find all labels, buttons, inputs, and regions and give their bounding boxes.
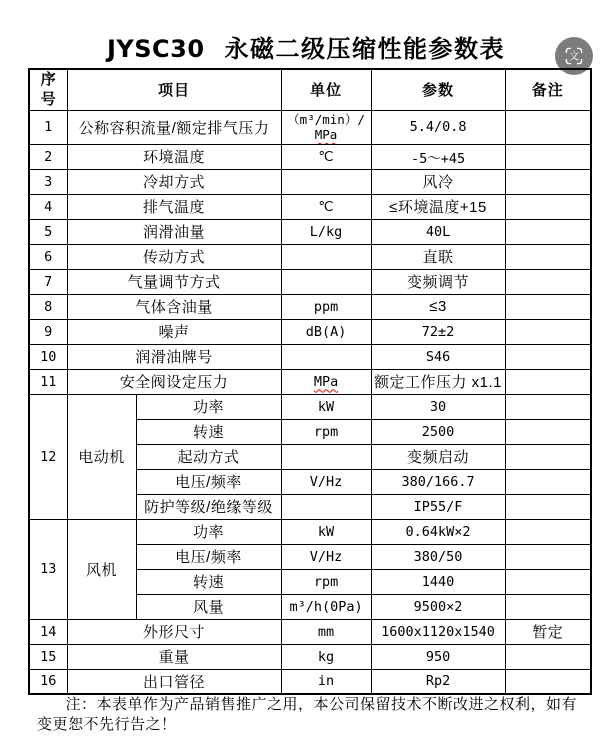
cell-unit	[281, 169, 371, 194]
cell-unit: dB(A)	[281, 319, 371, 344]
cell-unit: rpm	[281, 569, 371, 594]
cell-item: 出口管径	[67, 669, 281, 694]
cell-item: 重量	[67, 644, 281, 669]
table-row	[29, 294, 591, 319]
cell-item: 冷却方式	[67, 169, 281, 194]
cell-unit: V/Hz	[281, 469, 371, 494]
cell-remark	[505, 244, 591, 269]
header-no: 序号	[29, 69, 67, 110]
cell-item: 起动方式	[136, 444, 281, 469]
table-row	[29, 644, 591, 669]
cell-item: 公称容积流量/额定排气压力	[67, 110, 281, 144]
cell-unit: kg	[281, 644, 371, 669]
cell-remark	[505, 594, 591, 619]
cell-item: 转速	[136, 569, 281, 594]
cell-group-motor: 电动机	[67, 394, 136, 519]
footer-note-line1: 注：本表单作为产品销售推广之用，本公司保留技术不断改进之权利，如有	[65, 696, 578, 713]
cell-group-fan: 风机	[67, 519, 136, 619]
table-row	[29, 344, 591, 369]
cell-no: 13	[29, 519, 67, 619]
cell-unit: mm	[281, 619, 371, 644]
table-row	[29, 244, 591, 269]
footer-note	[37, 695, 582, 735]
cell-param: 变频调节	[371, 269, 505, 294]
cell-item: 传动方式	[67, 244, 281, 269]
cell-unit: ℃	[281, 194, 371, 219]
cell-unit	[281, 494, 371, 519]
cell-item: 防护等级/绝缘等级	[136, 494, 281, 519]
cell-no: 15	[29, 644, 67, 669]
cell-unit: ℃	[281, 144, 371, 169]
table-row	[29, 169, 591, 194]
cell-item: 润滑油量	[67, 219, 281, 244]
cell-no: 8	[29, 294, 67, 319]
cell-remark	[505, 569, 591, 594]
cell-remark	[505, 644, 591, 669]
cell-item: 电压/频率	[136, 469, 281, 494]
cell-unit: in	[281, 669, 371, 694]
cell-unit: kW	[281, 519, 371, 544]
cell-unit	[281, 444, 371, 469]
cell-no: 16	[29, 669, 67, 694]
cell-item: 功率	[136, 519, 281, 544]
cell-remark	[505, 219, 591, 244]
table-row	[29, 219, 591, 244]
cell-remark	[505, 469, 591, 494]
cell-param: 72±2	[371, 319, 505, 344]
table-row	[29, 194, 591, 219]
cell-item: 排气温度	[67, 194, 281, 219]
table-row	[29, 269, 591, 294]
cell-param: 1440	[371, 569, 505, 594]
cell-param: 5.4/0.8	[371, 110, 505, 144]
cell-param: 额定工作压力 x1.1	[371, 369, 505, 394]
cell-no: 10	[29, 344, 67, 369]
cell-param: 30	[371, 394, 505, 419]
cell-remark	[505, 669, 591, 694]
cell-item: 噪声	[67, 319, 281, 344]
cell-remark	[505, 544, 591, 569]
cell-remark	[505, 419, 591, 444]
cell-param: 40L	[371, 219, 505, 244]
cell-no: 9	[29, 319, 67, 344]
cell-no: 12	[29, 394, 67, 519]
cell-unit: rpm	[281, 419, 371, 444]
cell-remark	[505, 494, 591, 519]
cell-no: 14	[29, 619, 67, 644]
header-remark: 备注	[505, 69, 591, 110]
spec-table	[28, 68, 592, 695]
cell-item: 安全阀设定压力	[67, 369, 281, 394]
cell-param: ≤3	[371, 294, 505, 319]
cell-unit	[281, 344, 371, 369]
header-item: 项目	[67, 69, 281, 110]
cell-unit: MPa	[281, 369, 371, 394]
svg-text:文: 文	[568, 51, 580, 63]
cell-remark	[505, 169, 591, 194]
cell-item: 功率	[136, 394, 281, 419]
header-param: 参数	[371, 69, 505, 110]
table-row	[29, 144, 591, 169]
table-row	[29, 319, 591, 344]
cell-no: 4	[29, 194, 67, 219]
table-row	[29, 619, 591, 644]
cell-param: 直联	[371, 244, 505, 269]
table-row	[29, 110, 591, 144]
cell-item: 润滑油牌号	[67, 344, 281, 369]
cell-remark	[505, 519, 591, 544]
cell-no: 5	[29, 219, 67, 244]
cell-param: 950	[371, 644, 505, 669]
page-title	[0, 29, 612, 64]
cell-remark	[505, 194, 591, 219]
page-title-text: 永磁二级压缩性能参数表	[224, 37, 506, 63]
cell-remark	[505, 110, 591, 144]
cell-param: -5～+45	[371, 144, 505, 169]
cell-remark	[505, 344, 591, 369]
cell-no: 6	[29, 244, 67, 269]
cell-param: 380/50	[371, 544, 505, 569]
cell-param: 0.64kW×2	[371, 519, 505, 544]
cell-param: 380/166.7	[371, 469, 505, 494]
table-row	[29, 519, 591, 544]
header-unit: 单位	[281, 69, 371, 110]
cell-remark	[505, 394, 591, 419]
cell-unit: kW	[281, 394, 371, 419]
cell-item: 电压/频率	[136, 544, 281, 569]
cell-item: 环境温度	[67, 144, 281, 169]
cell-remark	[505, 144, 591, 169]
translate-text-icon	[561, 43, 587, 69]
table-row	[29, 669, 591, 694]
cell-unit: V/Hz	[281, 544, 371, 569]
cell-unit: L/kg	[281, 219, 371, 244]
cell-no: 7	[29, 269, 67, 294]
cell-no: 3	[29, 169, 67, 194]
cell-param: 1600x1120x1540	[371, 619, 505, 644]
cell-unit	[281, 244, 371, 269]
cell-param: IP55/F	[371, 494, 505, 519]
table-row	[29, 394, 591, 419]
cell-remark	[505, 319, 591, 344]
cell-item: 转速	[136, 419, 281, 444]
cell-param: 2500	[371, 419, 505, 444]
footer-note-line2: 变更恕不先行告之！	[37, 716, 177, 733]
table-header-row	[29, 69, 591, 110]
cell-unit: （m³/min）/ MPa	[281, 110, 371, 144]
cell-param: 变频启动	[371, 444, 505, 469]
cell-item: 风量	[136, 594, 281, 619]
cell-no: 2	[29, 144, 67, 169]
cell-remark	[505, 294, 591, 319]
cell-param: ≤环境温度+15	[371, 194, 505, 219]
cell-param: 9500×2	[371, 594, 505, 619]
cell-unit: m³/h(0Pa)	[281, 594, 371, 619]
cell-item: 气量调节方式	[67, 269, 281, 294]
cell-param: Rp2	[371, 669, 505, 694]
cell-param: S46	[371, 344, 505, 369]
table-row	[29, 369, 591, 394]
cell-remark	[505, 269, 591, 294]
page-title-model: JYSC30	[106, 35, 205, 63]
cell-unit	[281, 269, 371, 294]
cell-no: 1	[29, 110, 67, 144]
cell-remark	[505, 444, 591, 469]
cell-item: 外形尺寸	[67, 619, 281, 644]
cell-item: 气体含油量	[67, 294, 281, 319]
cell-param: 风冷	[371, 169, 505, 194]
cell-no: 11	[29, 369, 67, 394]
cell-remark	[505, 369, 591, 394]
cell-remark: 暂定	[505, 619, 591, 644]
cell-unit: ppm	[281, 294, 371, 319]
